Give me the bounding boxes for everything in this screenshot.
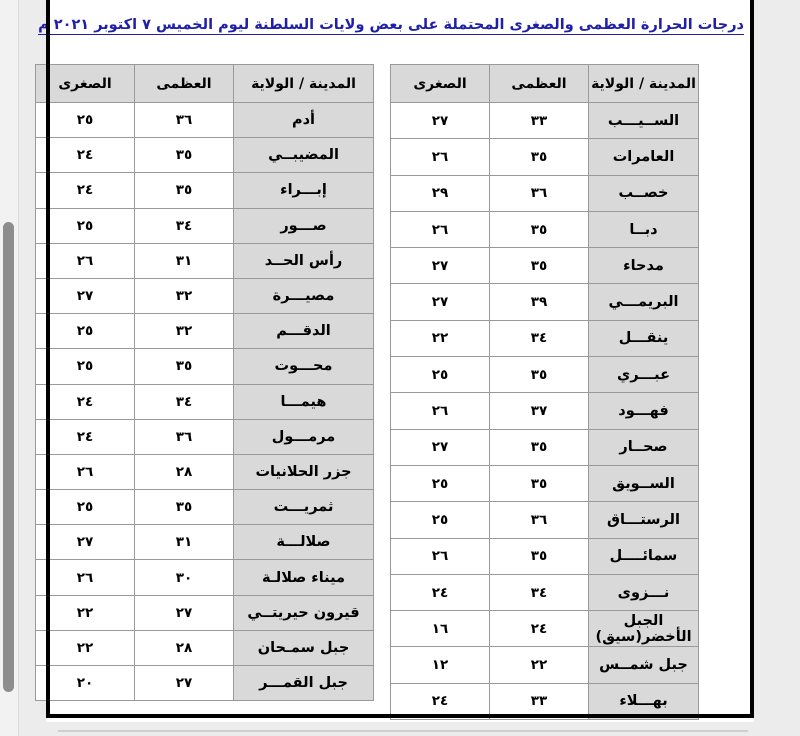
table-row xyxy=(36,138,374,173)
table-row xyxy=(36,595,374,630)
cell-max-temp: ٣٥ xyxy=(490,248,589,284)
cell-city: الســويق xyxy=(589,465,699,501)
table-row xyxy=(36,173,374,208)
cell-max-temp: ٣٤ xyxy=(490,320,589,356)
cell-city: جبل شمــس xyxy=(589,647,699,683)
cell-city: ثمريـــت xyxy=(234,490,374,525)
table-row xyxy=(391,574,699,610)
table-row xyxy=(391,284,699,320)
cell-min-temp: ٢٦ xyxy=(36,454,135,489)
table-row xyxy=(391,103,699,139)
cell-min-temp: ٢٤ xyxy=(36,173,135,208)
page-title xyxy=(38,17,744,33)
table-row xyxy=(36,278,374,313)
cell-min-temp: ٢٦ xyxy=(391,139,490,175)
cell-min-temp: ٢٦ xyxy=(36,243,135,278)
cell-city: مصيـــرة xyxy=(234,278,374,313)
column-header-min: الصغرى xyxy=(391,65,490,103)
cell-city: صلالـــة xyxy=(234,525,374,560)
cell-min-temp: ٢٥ xyxy=(391,465,490,501)
cell-max-temp: ٢٨ xyxy=(135,454,234,489)
column-header-city: المدينة / الولاية xyxy=(589,65,699,103)
cell-min-temp: ٢٦ xyxy=(36,560,135,595)
cell-min-temp: ٢٤ xyxy=(391,574,490,610)
cell-min-temp: ١٢ xyxy=(391,647,490,683)
cell-max-temp: ٣٩ xyxy=(490,284,589,320)
column-header-max: العظمى xyxy=(135,65,234,103)
cell-min-temp: ٢٧ xyxy=(36,278,135,313)
cell-city: دبــا xyxy=(589,211,699,247)
cell-city: بهـــلاء xyxy=(589,683,699,719)
cell-city: ميناء صلالـة xyxy=(234,560,374,595)
table-row xyxy=(391,538,699,574)
cell-min-temp: ٢٥ xyxy=(36,103,135,138)
table-row xyxy=(391,175,699,211)
table-row xyxy=(391,357,699,393)
page-title-text: درجات الحرارة العظمى والصغرى المحتملة على بعض ولايات السلطنة ليوم الخميس ٧ اكتوبر ٢٠٢١ م xyxy=(38,17,744,33)
table-row xyxy=(391,465,699,501)
cell-min-temp: ٢٤ xyxy=(36,419,135,454)
cell-max-temp: ٣٦ xyxy=(490,175,589,211)
cell-max-temp: ٣٥ xyxy=(135,173,234,208)
vertical-scrollbar[interactable] xyxy=(0,0,19,736)
table-row xyxy=(391,393,699,429)
cell-max-temp: ٣٥ xyxy=(490,211,589,247)
table-row xyxy=(391,611,699,647)
table-row xyxy=(391,320,699,356)
cell-city: الرستـــاق xyxy=(589,502,699,538)
table-row xyxy=(391,211,699,247)
table-row xyxy=(36,630,374,665)
table-left-header xyxy=(36,65,374,103)
cell-min-temp: ٢٧ xyxy=(36,525,135,560)
cell-min-temp: ٢٠ xyxy=(36,666,135,701)
cell-max-temp: ٣٥ xyxy=(135,490,234,525)
page-separator-line xyxy=(58,730,748,732)
document-page xyxy=(38,0,754,722)
cell-min-temp: ٢٤ xyxy=(391,683,490,719)
cell-city: الســيـــب xyxy=(589,103,699,139)
table-row xyxy=(36,560,374,595)
cell-min-temp: ٢٢ xyxy=(36,595,135,630)
cell-max-temp: ٣٦ xyxy=(490,502,589,538)
cell-min-temp: ٢٥ xyxy=(36,349,135,384)
table-row xyxy=(36,243,374,278)
cell-city: جزر الحلانيات xyxy=(234,454,374,489)
table-row xyxy=(36,349,374,384)
cell-max-temp: ٣٣ xyxy=(490,683,589,719)
table-row xyxy=(36,208,374,243)
table-right-header xyxy=(391,65,699,103)
page-bottom-margin xyxy=(46,722,754,736)
cell-city: قيرون حيريتــي xyxy=(234,595,374,630)
cell-max-temp: ٣٦ xyxy=(135,419,234,454)
cell-max-temp: ٢٨ xyxy=(135,630,234,665)
cell-max-temp: ٣٥ xyxy=(135,138,234,173)
cell-min-temp: ١٦ xyxy=(391,611,490,647)
column-header-city: المدينة / الولاية xyxy=(234,65,374,103)
cell-city: البريمـــي xyxy=(589,284,699,320)
scrollbar-thumb[interactable] xyxy=(3,222,14,692)
column-header-min: الصغرى xyxy=(36,65,135,103)
cell-city: محـــوت xyxy=(234,349,374,384)
table-row xyxy=(36,525,374,560)
cell-min-temp: ٢٥ xyxy=(391,502,490,538)
cell-min-temp: ٢٢ xyxy=(391,320,490,356)
cell-min-temp: ٢٧ xyxy=(391,429,490,465)
cell-min-temp: ٢٥ xyxy=(36,208,135,243)
cell-max-temp: ٣٥ xyxy=(135,349,234,384)
cell-max-temp: ٣٥ xyxy=(490,538,589,574)
cell-city: عبـــري xyxy=(589,357,699,393)
cell-city: المضيبــي xyxy=(234,138,374,173)
cell-min-temp: ٢٦ xyxy=(391,538,490,574)
cell-max-temp: ٣٠ xyxy=(135,560,234,595)
table-row xyxy=(391,139,699,175)
cell-city: إبـــراء xyxy=(234,173,374,208)
table-right-body xyxy=(391,103,699,720)
cell-max-temp: ٢٧ xyxy=(135,666,234,701)
cell-min-temp: ٢٧ xyxy=(391,284,490,320)
cell-city: هيمـــا xyxy=(234,384,374,419)
cell-max-temp: ٣٧ xyxy=(490,393,589,429)
cell-max-temp: ٣٥ xyxy=(490,429,589,465)
cell-city: جبل سمـحان xyxy=(234,630,374,665)
column-header-max: العظمى xyxy=(490,65,589,103)
table-header-row xyxy=(391,65,699,103)
cell-max-temp: ٣٤ xyxy=(135,384,234,419)
temperature-table-right xyxy=(390,64,699,720)
cell-city: فهـــود xyxy=(589,393,699,429)
table-row xyxy=(36,103,374,138)
cell-city: أدم xyxy=(234,103,374,138)
cell-city: رأس الحــد xyxy=(234,243,374,278)
temperature-table-left xyxy=(35,64,374,701)
cell-city: صـــور xyxy=(234,208,374,243)
cell-max-temp: ٣١ xyxy=(135,243,234,278)
cell-city: نـــزوى xyxy=(589,574,699,610)
cell-max-temp: ٣٥ xyxy=(490,357,589,393)
cell-city: صحــار xyxy=(589,429,699,465)
table-row xyxy=(391,502,699,538)
table-row xyxy=(391,683,699,719)
table-row xyxy=(36,384,374,419)
cell-city: الجبل الأخضر(سيق) xyxy=(589,611,699,647)
cell-min-temp: ٢٥ xyxy=(391,357,490,393)
cell-max-temp: ٣٢ xyxy=(135,314,234,349)
table-row xyxy=(36,490,374,525)
table-row xyxy=(391,248,699,284)
cell-min-temp: ٢٧ xyxy=(391,248,490,284)
table-header-row xyxy=(36,65,374,103)
cell-max-temp: ٣٤ xyxy=(135,208,234,243)
cell-min-temp: ٢٢ xyxy=(36,630,135,665)
cell-max-temp: ٢٢ xyxy=(490,647,589,683)
cell-max-temp: ٣٦ xyxy=(135,103,234,138)
table-left-body xyxy=(36,103,374,701)
table-row xyxy=(36,314,374,349)
cell-city: العامرات xyxy=(589,139,699,175)
cell-city: الدقـــم xyxy=(234,314,374,349)
cell-max-temp: ٣٢ xyxy=(135,278,234,313)
cell-city: جبل القمـــر xyxy=(234,666,374,701)
cell-min-temp: ٢٥ xyxy=(36,490,135,525)
cell-city: مرمـــول xyxy=(234,419,374,454)
cell-city: مدحاء xyxy=(589,248,699,284)
cell-max-temp: ٢٧ xyxy=(135,595,234,630)
cell-max-temp: ٣١ xyxy=(135,525,234,560)
cell-city: ينقـــل xyxy=(589,320,699,356)
cell-max-temp: ٣٥ xyxy=(490,465,589,501)
table-row xyxy=(36,454,374,489)
cell-city: خصــب xyxy=(589,175,699,211)
cell-city: سمائــــل xyxy=(589,538,699,574)
cell-min-temp: ٢٦ xyxy=(391,211,490,247)
cell-min-temp: ٢٥ xyxy=(36,314,135,349)
table-row xyxy=(391,429,699,465)
cell-min-temp: ٢٦ xyxy=(391,393,490,429)
cell-max-temp: ٣٤ xyxy=(490,574,589,610)
table-row xyxy=(36,666,374,701)
cell-min-temp: ٢٤ xyxy=(36,384,135,419)
cell-min-temp: ٢٧ xyxy=(391,103,490,139)
table-row xyxy=(36,419,374,454)
cell-min-temp: ٢٩ xyxy=(391,175,490,211)
cell-min-temp: ٢٤ xyxy=(36,138,135,173)
cell-max-temp: ٣٣ xyxy=(490,103,589,139)
cell-max-temp: ٣٥ xyxy=(490,139,589,175)
cell-max-temp: ٢٤ xyxy=(490,611,589,647)
table-row xyxy=(391,647,699,683)
